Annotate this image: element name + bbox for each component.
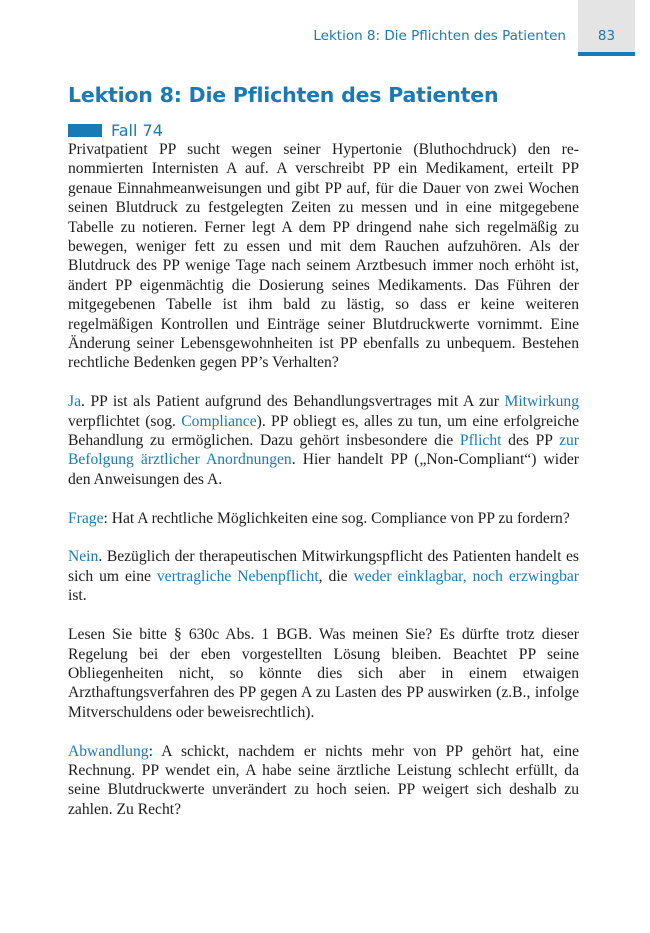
answer-paragraph-nebenpflicht	[68, 547, 579, 605]
answer-text: ). PP obliegt es, alles zu tun, um eine erfolgreiche Behandlung zu ermöglichen. Dazu gehört insbesondere die	[68, 412, 579, 450]
question-text: : Hat A rechtliche Möglichkeiten eine sog. Compliance von PP zu fordern?	[103, 509, 570, 527]
term-pflicht: Pflicht	[459, 432, 502, 450]
case-label: Fall 74	[111, 120, 163, 140]
answer-paragraph-compliance	[68, 392, 579, 489]
answer-text: verpflichtet (sog.	[68, 412, 182, 430]
page-number: 83	[597, 28, 616, 44]
term-compliance: Compliance	[181, 412, 257, 430]
note-paragraph: Lesen Sie bitte § 630c Abs. 1 BGB. Was meinen Sie? Es dürfte trotz dieser Regelung bei der eben vorgestellten Lösung bleiben. Beachtet PP seine Obliegenheiten nicht, so könnte dies sich aber in einem etwaigen Arzthaftungsverfahren des PP gegen A zu Lasten des PP auswirken (z.B., infolge Mitverschuldens oder beweisrechtlich).	[68, 626, 579, 721]
variation-paragraph	[68, 742, 579, 820]
answer-text: , die	[318, 567, 354, 585]
answer-text: des PP	[501, 432, 560, 450]
question-keyword-frage: Frage	[68, 509, 104, 527]
running-header: Lektion 8: Die Pflichten des Patienten	[313, 28, 566, 44]
variation-keyword: Abwandlung	[68, 742, 149, 760]
question-paragraph	[68, 509, 579, 528]
term-befolgung: zur Befolgung ärztlicher Anordnungen	[68, 432, 580, 469]
term-mitwirkung: Mitwirkung	[504, 393, 579, 411]
answer-text: . Bezüglich der therapeutischen Mitwirkungspflicht des Patienten handelt es sich um eine	[68, 548, 579, 585]
case-heading	[68, 120, 579, 140]
answer-text: ist.	[68, 587, 87, 605]
answer-keyword-ja: Ja	[68, 393, 81, 411]
variation-text: : A schickt, nachdem er nichts mehr von PP gehört hat, eine Rechnung. PP wendet ein, A habe seine ärztliche Leistung schlecht erfüllt, da seine Blutdruckwerte unverändert zu hoch seien. PP weigert sich deshalb zu zahlen. Zu Recht?	[68, 742, 579, 818]
term-einklagbar: weder einklagbar, noch erzwingbar	[353, 567, 579, 585]
answer-text: . Hier handelt PP („Non-Compliant“) wider den Anweisungen des A.	[68, 451, 579, 488]
case-marker-bar	[68, 124, 102, 137]
case-text: Privatpatient PP sucht wegen seiner Hypertonie (Bluthochdruck) den renommierten Internisten A auf. A verschreibt PP ein Medikament, erteilt PP genaue Einnahmeanweisungen und gibt PP auf, für die Dauer von zwei Wochen seinen Blutdruck zu festgelegten Zeiten zu messen und in eine mitgegebene Tabelle zu notieren. Ferner legt A dem PP dringend nahe sich regelmäßig zu bewegen, weniger fett zu essen und mit dem Rauchen aufzuhören. Als der Blutdruck des PP wenige Tage nach seinem Arztbesuch immer noch erhöht ist, ändert PP eigenmächtig die Dosierung seines Medikaments. Das Führen der mitgegebenen Tabelle ist ihm bald zu lästig, so dass er keine weiteren regelmäßigen Kontrollen und Einträge seiner Blutdruckwerte vornimmt. Eine Änderung seiner Lebensgewohnheiten ist PP ebenfalls zu unbequem. Bestehen rechtliche Bedenken gegen PP’s Verhalten?	[68, 141, 579, 372]
page-tab-accent-bar	[578, 52, 635, 56]
chapter-title: Lektion 8: Die Pflichten des Patienten	[68, 83, 499, 107]
answer-keyword-nein: Nein	[68, 548, 99, 566]
page-number-tab	[578, 0, 635, 56]
page-content	[68, 83, 579, 819]
answer-text: . PP ist als Patient aufgrund des Behandlungsvertrages mit A zur	[81, 393, 505, 411]
term-nebenpflicht: vertragliche Nebenpflicht	[156, 567, 319, 585]
